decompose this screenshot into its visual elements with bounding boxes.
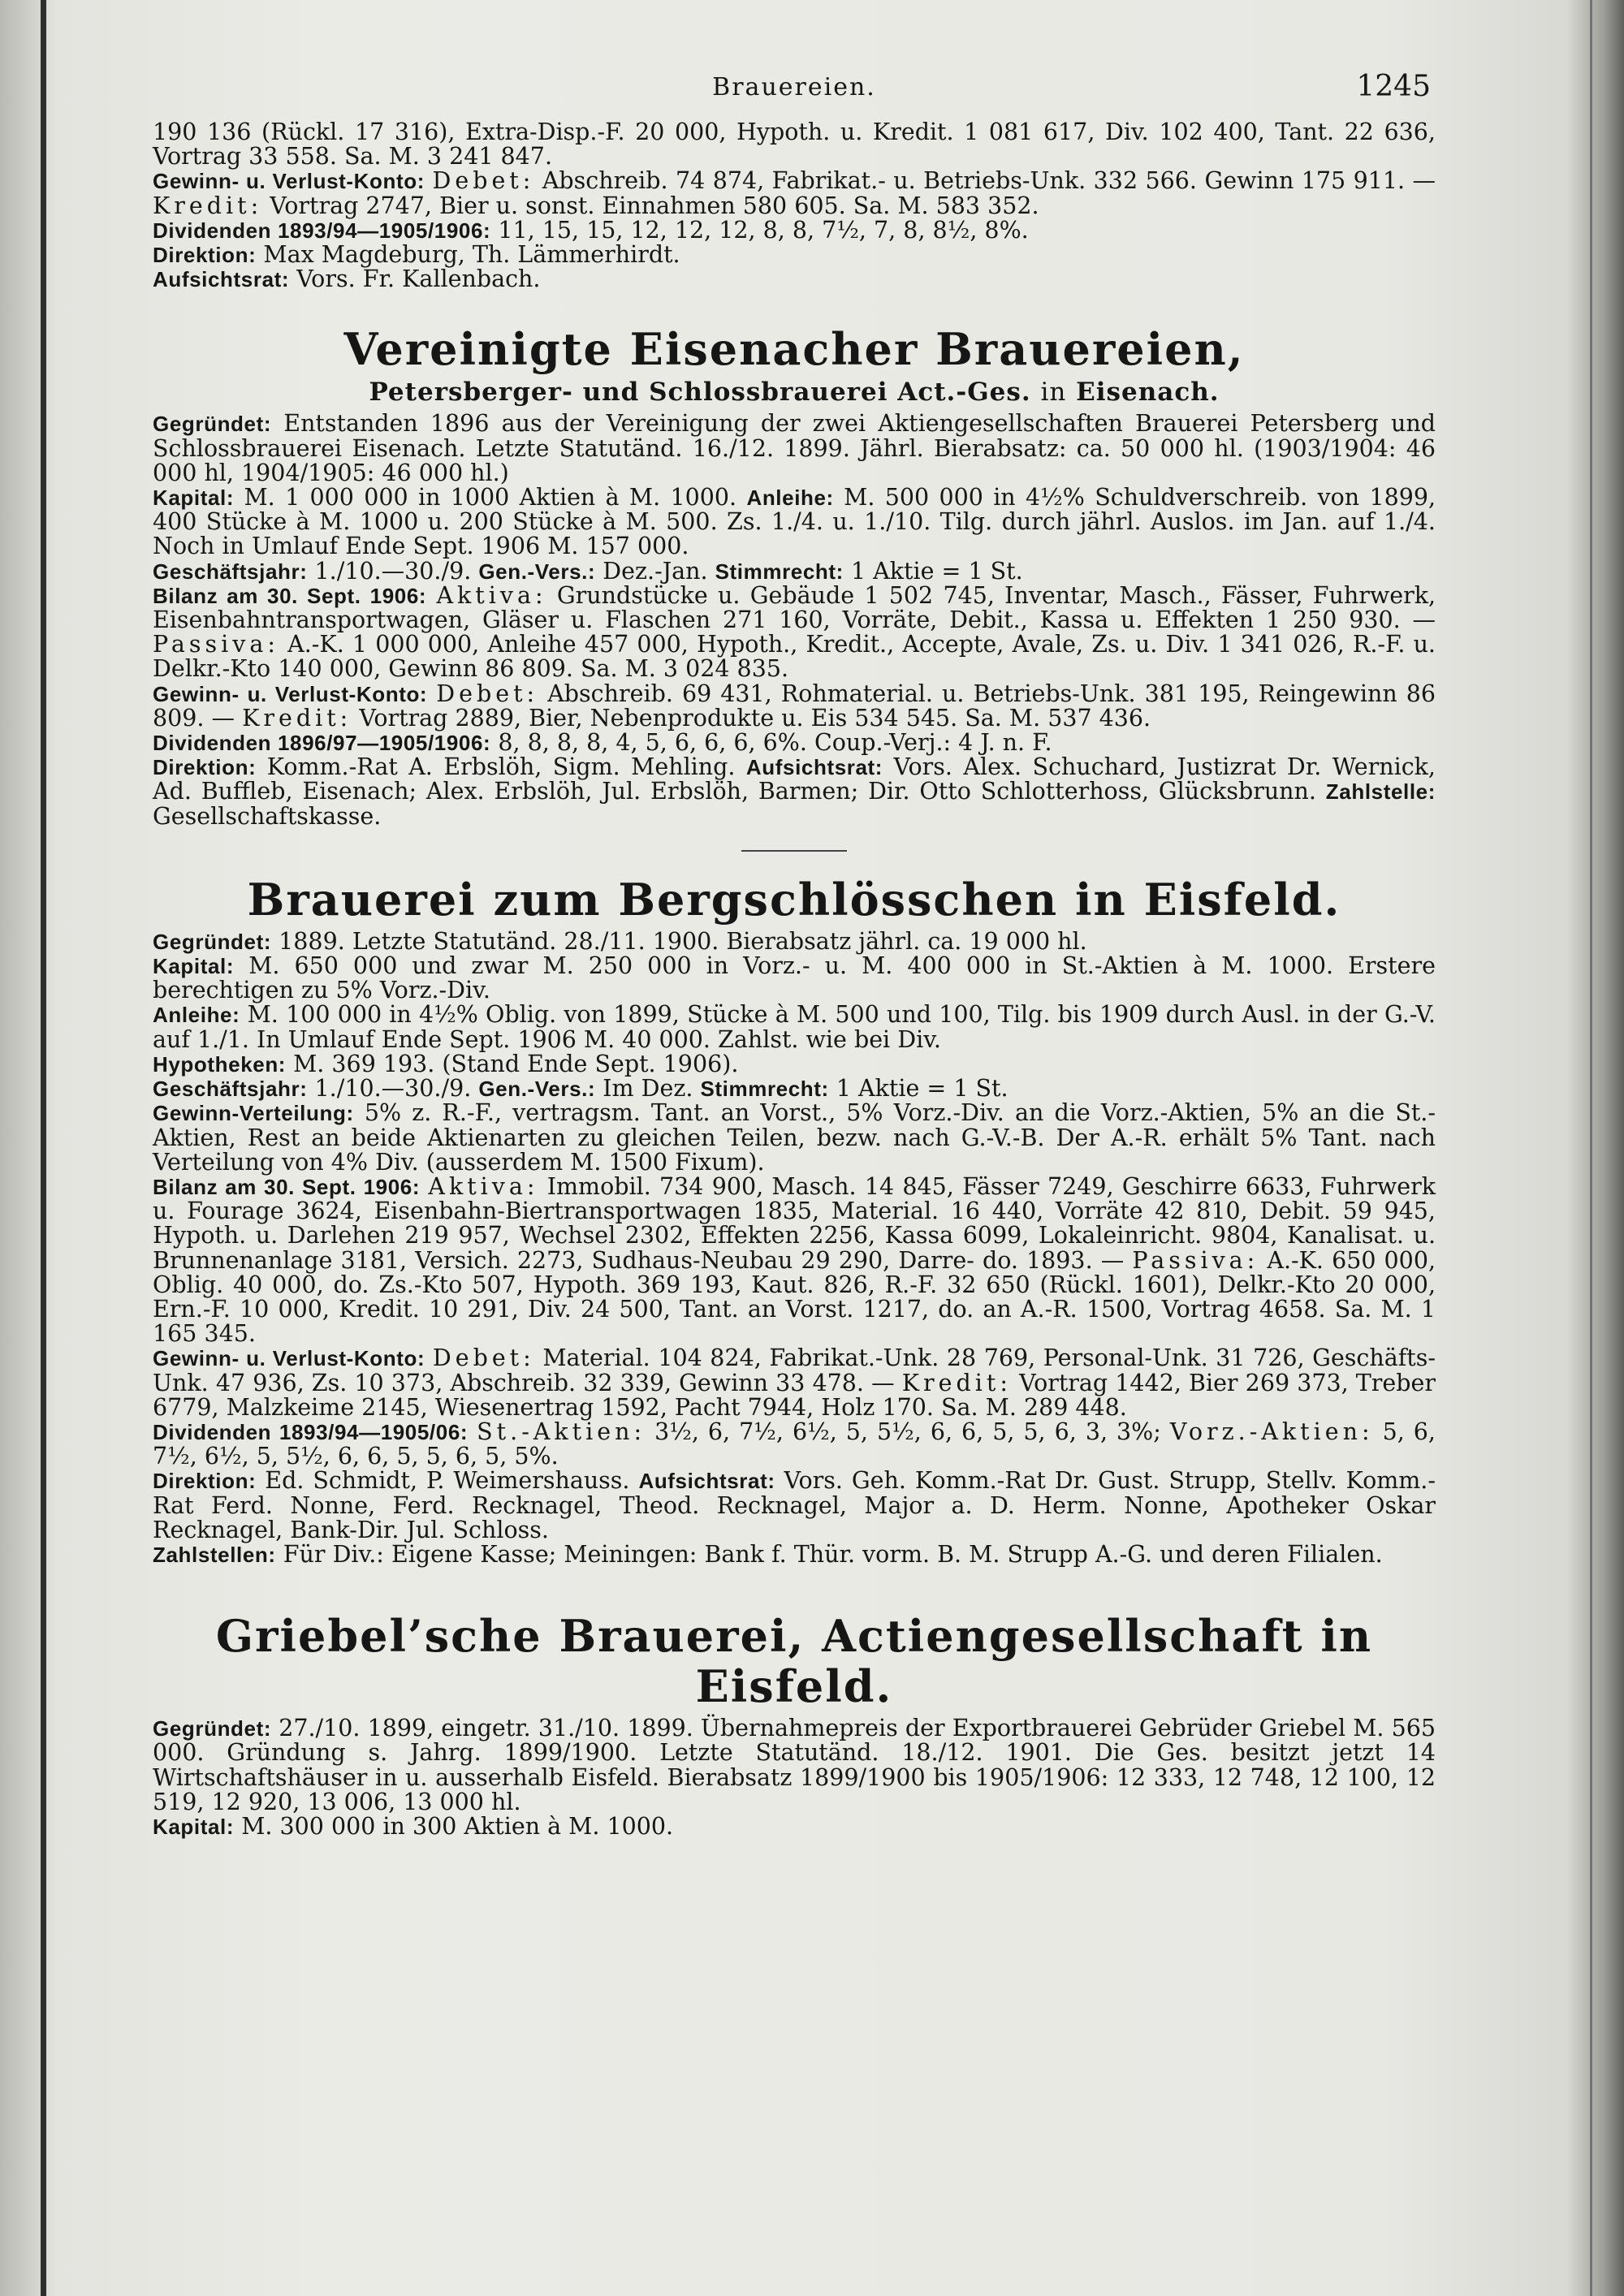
loan-entry: Anleihe: M. 100 000 in 4½% Oblig. von 1899, Stücke à M. 500 und 100, Tilg. bis 1909 durch Ausl. in der G.-V. auf 1./1. In Umlauf Ende Sept. 1906 M. 40 000. Zahlst. wie bei Div. — [153, 1001, 1436, 1053]
profit-loss-entry: Gewinn- u. Verlust-Konto: Debet: Abschreib. 69 431, Rohmaterial. u. Betriebs-Unk. 381 195, Reingewinn 86 809. — Kredit: Vortrag 2889, Bier, Nebenprodukte u. Eis 534 545. Sa. M. 537 436. — [153, 680, 1436, 732]
company-entry-bergschloesschen — [153, 927, 1436, 1568]
prev-dividends: Dividenden 1893/94—1905/1906: 11, 15, 15, 12, 12, 12, 8, 8, 7½, 7, 8, 8½, 8%. — [153, 216, 1029, 244]
founded-entry: Gegründet: 27./10. 1899, eingetr. 31./10. 1899. Übernahmepreis der Exportbrauerei Gebrüder Griebel M. 565 000. Gründung s. Jahrg. 1899/1900. Letzte Statutänd. 18./12. 1901. Die Ges. besitzt jetzt 14 Wirtschaftshäuser in u. ausserhalb Eisfeld. Bierabsatz 1899/1900 bis 1905/1906: 12 333, 12 748, 12 100, 12 519, 12 920, 13 006, 13 000 hl. — [153, 1715, 1436, 1815]
founded-entry: Gegründet: 1889. Letzte Statutänd. 28./11. 1900. Bierabsatz jährl. ca. 19 000 hl. — [153, 927, 1087, 955]
founded-entry: Gegründet: Entstanden 1896 aus der Vereinigung der zwei Aktiengesellschaften Brauerei Petersberg und Schlossbrauerei Eisenach. Letzte Statutänd. 16./12. 1899. Jährl. Bierabsatz: ca. 50 000 hl. (1903/1904: 46 000 hl, 1904/1905: 46 000 hl.) — [153, 410, 1436, 486]
page-header — [153, 63, 1436, 120]
balance-entry: Bilanz am 30. Sept. 1906: Aktiva: Immobil. 734 900, Masch. 14 845, Fässer 7249, Geschirre 6633, Fuhrwerk u. Fourage 3624, Eisenbahn-Biertransportwagen 1835, Material. 16 440, Vorräte 42 810, Debit. 59 945, Hypoth. u. Darlehen 219 957, Wechsel 2302, Effekten 2256, Kassa 6099, Lokaleinricht. 9804, Kanalisat. u. Brunnenanlage 3181, Versich. 2273, Sudhaus-Neubau 29 290, Darre- do. 1893. — Passiva: A.-K. 650 000, Oblig. 40 000, do. Zs.-Kto 507, Hypoth. 369 193, Kaut. 826, R.-F. 32 650 (Rückl. 1601), Delkr.-Kto 20 000, Ern.-F. 10 000, Kredit. 10 291, Div. 24 500, Tant. an Vorst. 1217, do. an A.-R. 1500, Vortrag 4658. Sa. M. 1 165 345. — [153, 1172, 1436, 1348]
page-content — [153, 63, 1436, 1839]
direktion-entry: Direktion: Ed. Schmidt, P. Weimershauss. Aufsichtsrat: Vors. Geh. Komm.-Rat Dr. Gust. Strupp, Stellv. Komm.-Rat Ferd. Nonne, Ferd. Recknagel, Theod. Recknagel, Major a. D. Herm. Nonne, Apotheker Oskar Recknagel, Bank-Dir. Jul. Schloss. — [153, 1467, 1436, 1543]
paying-agents-entry: Zahlstellen: Für Div.: Eigene Kasse; Meiningen: Bank f. Thür. vorm. B. M. Strupp A.-G. und deren Filialen. — [153, 1540, 1383, 1568]
direktion-entry: Direktion: Komm.-Rat A. Erbslöh, Sigm. Mehling. Aufsichtsrat: Vors. Alex. Schuchard, Justizrat Dr. Wernick, Ad. Buffleb, Eisenach; Alex. Erbslöh, Jul. Erbslöh, Barmen; Dir. Otto Schlotterhoss, Glücksbrunn. Zahlstelle: Gesellschaftskasse. — [153, 753, 1436, 830]
company-entry-eisenach — [153, 412, 1436, 828]
prev-profit-loss: Gewinn- u. Verlust-Konto: Debet: Abschreib. 74 874, Fabrikat.- u. Betriebs-Unk. 332 566. Gewinn 175 911. — Kredit: Vortrag 2747, Bier u. sonst. Einnahmen 580 605. Sa. M. 583 352. — [153, 167, 1436, 219]
fiscal-year-entry: Geschäftsjahr: 1./10.—30./9. Gen.-Vers.: Im Dez. Stimmrecht: 1 Aktie = 1 St. — [153, 1075, 1009, 1103]
capital-entry: Kapital: M. 300 000 in 300 Aktien à M. 1000. — [153, 1812, 674, 1840]
capital-entry: Kapital: M. 650 000 und zwar M. 250 000 in Vorz.- u. M. 400 000 in St.-Aktien à M. 1000. Erstere berechtigen zu 5% Vorz.-Div. — [153, 952, 1436, 1004]
company-title-griebel: Griebel’sche Brauerei, Actiengesellschaft in Eisfeld. — [215, 1610, 1373, 1713]
dividends-entry: Dividenden 1893/94—1905/06: St.-Aktien: 3½, 6, 7½, 6½, 5, 5½, 6, 6, 5, 5, 6, 3, 3%; Vorz.-Aktien: 5, 6, 7½, 6½, 5, 5½, 6, 6, 5, 5, 6, 5, 5%. — [153, 1418, 1436, 1470]
prev-balance-text: 190 136 (Rückl. 17 316), Extra-Disp.-F. 20 000, Hypoth. u. Kredit. 1 081 617, Div. 102 400, Tant. 22 636, Vortrag 33 558. Sa. M. 3 241 847. — [153, 119, 1436, 170]
company-entry-griebel — [153, 1716, 1436, 1839]
book-gutter-right — [1590, 0, 1592, 2296]
capital-entry: Kapital: M. 1 000 000 in 1000 Aktien à M. 1000. Anleihe: M. 500 000 in 4½% Schuldverschreib. von 1899, 400 Stücke à M. 1000 u. 200 Stücke à M. 500. Zs. 1./4. u. 1./10. Tilg. durch jährl. Auslos. im Jan. auf 1./4. Noch in Umlauf Ende Sept. 1906 M. 157 000. — [153, 484, 1436, 560]
prev-aufsichtsrat: Aufsichtsrat: Vors. Fr. Kallenbach. — [153, 265, 541, 293]
page-number: 1245 — [1356, 70, 1431, 103]
balance-entry: Bilanz am 30. Sept. 1906: Aktiva: Grundstücke u. Gebäude 1 502 745, Inventar, Masch., Fässer, Fuhrwerk, Eisenbahntransportwagen, Gläser u. Flaschen 271 160, Vorräte, Debit., Kassa u. Effekten 1 250 930. — Passiva: A.-K. 1 000 000, Anleihe 457 000, Hypoth., Kredit., Accepte, Avale, Zs. u. Div. 1 341 026, R.-F. u. Delkr.-Kto 140 000, Gewinn 86 809. Sa. M. 3 024 835. — [153, 581, 1436, 683]
company-subtitle-eisenach: Petersberger- und Schlossbrauerei Act.-Ges. in Eisenach. — [369, 378, 1220, 408]
profit-loss-entry: Gewinn- u. Verlust-Konto: Debet: Material. 104 824, Fabrikat.-Unk. 28 769, Personal-Unk. 31 726, Geschäfts-Unk. 47 936, Zs. 10 373, Abschreib. 32 339, Gewinn 33 478. — Kredit: Vortrag 1442, Bier 269 373, Treber 6779, Malzkeime 2145, Wiesenertrag 1592, Pacht 7944, Holz 170. Sa. M. 289 448. — [153, 1344, 1436, 1421]
prev-company-continuation — [153, 120, 1436, 291]
dividends-entry: Dividenden 1896/97—1905/1906: 8, 8, 8, 8, 4, 5, 6, 6, 6, 6%. Coup.-Verj.: 4 J. n. F. — [153, 729, 1052, 757]
running-head: Brauereien. — [712, 73, 876, 101]
fiscal-year-entry: Geschäftsjahr: 1./10.—30./9. Gen.-Vers.: Dez.-Jan. Stimmrecht: 1 Aktie = 1 St. — [153, 557, 1023, 585]
profit-distribution-entry: Gewinn-Verteilung: 5% z. R.-F., vertragsm. Tant. an Vorst., 5% Vorz.-Div. an die Vorz.-Aktien, 5% an die St.-Aktien, Rest an beide Aktienarten zu gleichen Teilen, bezw. nach G.-V.-B. Der A.-R. erhält 5% Tant. nach Verteilung von 4% Div. (ausserdem M. 1500 Fixum). — [153, 1099, 1436, 1176]
mortgage-entry: Hypotheken: M. 369 193. (Stand Ende Sept. 1906). — [153, 1050, 739, 1077]
prev-direktion: Direktion: Max Magdeburg, Th. Lämmerhirdt. — [153, 241, 680, 269]
company-title-bergschloesschen: Brauerei zum Bergschlösschen in Eisfeld. — [247, 873, 1341, 926]
company-title-eisenach: Vereinigte Eisenacher Brauereien, — [343, 323, 1245, 376]
book-gutter-left — [41, 0, 46, 2296]
